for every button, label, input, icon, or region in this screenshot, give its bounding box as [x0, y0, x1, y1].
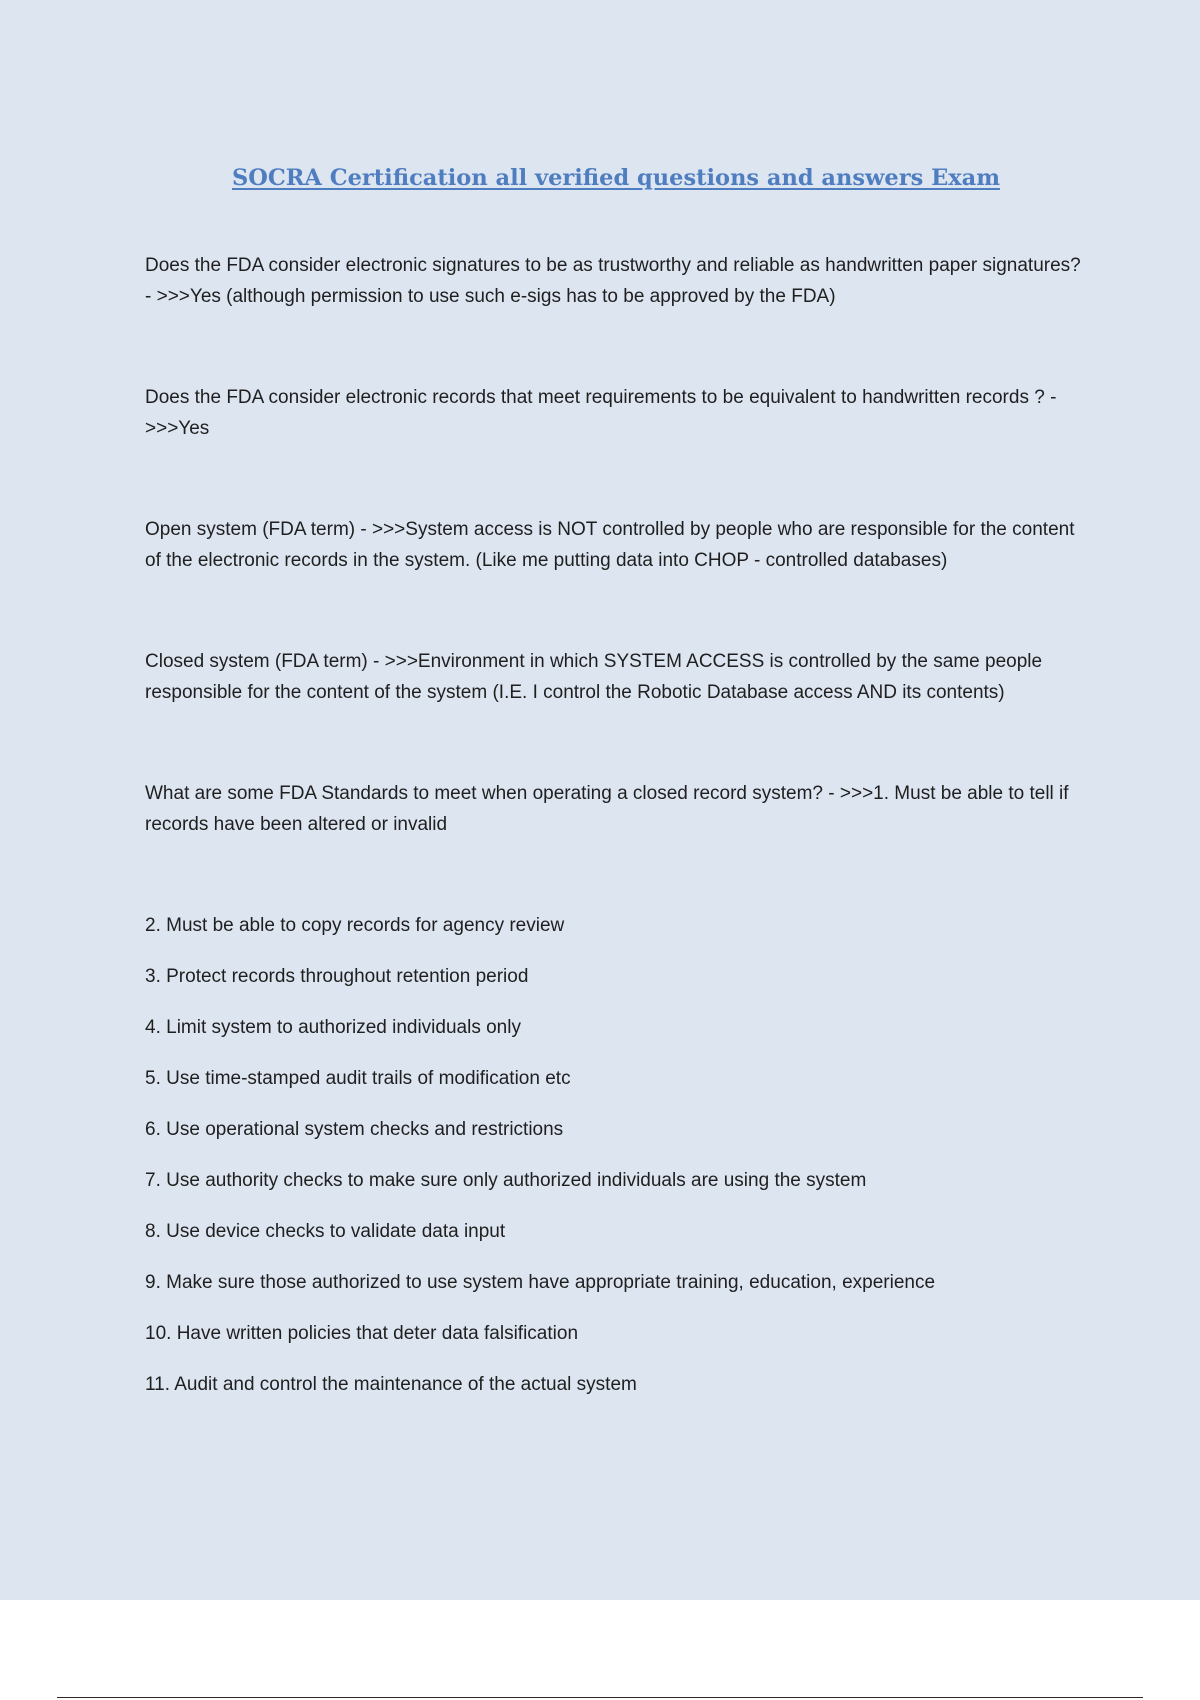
document-body [145, 250, 1085, 1420]
list-item: 10. Have written policies that deter data falsification [145, 1323, 579, 1344]
list-item: 6. Use operational system checks and restrictions [145, 1119, 564, 1140]
list-item: 9. Make sure those authorized to use system have appropriate training, education, experience [145, 1272, 936, 1293]
list-item: 8. Use device checks to validate data input [145, 1221, 506, 1242]
list-item: 4. Limit system to authorized individuals only [145, 1017, 521, 1038]
qa-paragraph: Open system (FDA term) - >>>System access is NOT controlled by people who are responsible for the content of the electronic records in the system. (Like me putting data into CHOP - controlled databases) [145, 519, 1075, 571]
list-item: 11. Audit and control the maintenance of the actual system [145, 1374, 637, 1395]
qa-paragraph: Closed system (FDA term) - >>>Environment in which SYSTEM ACCESS is controlled by the same people responsible for the content of the system (I.E. I control the Robotic Database access AND its contents) [145, 651, 1043, 703]
qa-paragraph: What are some FDA Standards to meet when operating a closed record system? - >>>1. Must be able to tell if records have been altered or invalid [145, 783, 1069, 835]
list-item: 3. Protect records throughout retention period [145, 966, 529, 987]
document-title: SOCRA Certification all verified questions and answers Exam [231, 165, 1001, 191]
list-item: 2. Must be able to copy records for agency review [145, 915, 565, 936]
list-item: 5. Use time-stamped audit trails of modification etc [145, 1068, 571, 1089]
list-item: 7. Use authority checks to make sure only authorized individuals are using the system [145, 1170, 867, 1191]
qa-paragraph: Does the FDA consider electronic records that meet requirements to be equivalent to handwritten records ? - >>>Yes [145, 387, 1057, 439]
footer-divider [57, 1697, 1143, 1698]
qa-paragraph: Does the FDA consider electronic signatures to be as trustworthy and reliable as handwritten paper signatures? - >>>Yes (although permission to use such e-sigs has to be approved by the FDA) [145, 255, 1081, 307]
